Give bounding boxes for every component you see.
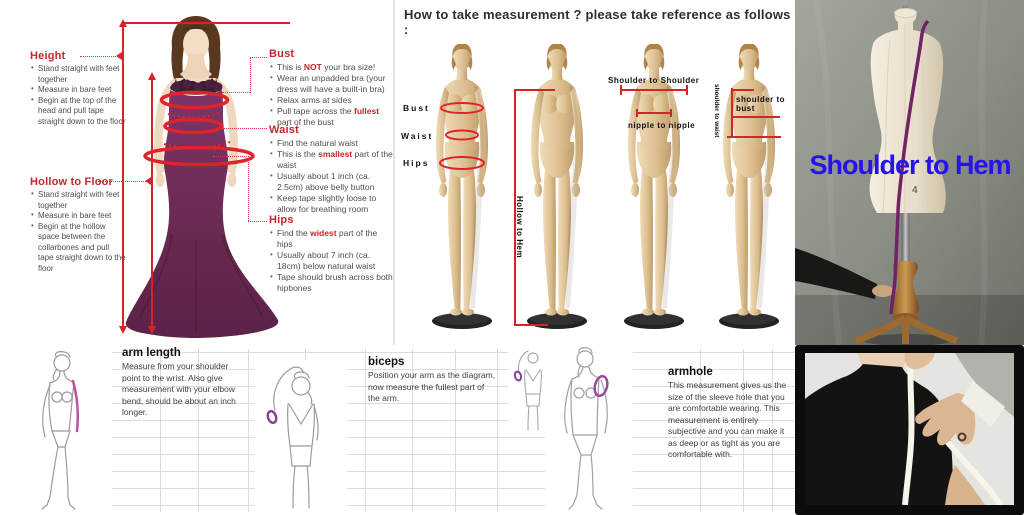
bust-leader-h2 — [250, 57, 267, 58]
shoulder-to-hem-caption: Shoulder to Hem — [809, 150, 1011, 180]
instruction-bullet: • This is the smallest part of the waist — [269, 149, 395, 171]
bust-leader-h1 — [222, 92, 250, 93]
hips-title: Hips — [269, 214, 294, 226]
hollow-to-floor-title: Hollow to Floor — [30, 176, 114, 188]
hips-section — [269, 214, 391, 294]
instruction-bullet: • Find the widest part of the hips — [269, 228, 395, 250]
armhole-measuring-photo — [795, 345, 1024, 515]
instruction-bullet: • Usually about 7 inch (ca. 18cm) below natural waist — [269, 250, 395, 272]
instruction-bullet: • Usually about 1 inch (ca. 2.5cm) above belly button — [269, 171, 395, 193]
instruction-bullet: • Stand straight with feet together — [30, 64, 126, 85]
armhole-sketch — [545, 345, 633, 513]
armhole-photo-scene — [805, 353, 1014, 505]
mannequin-hollow-to-hem — [510, 44, 605, 334]
label-bust: Bust — [403, 103, 430, 113]
hips-leader-h2 — [248, 221, 267, 222]
armhole-title: armhole — [668, 366, 713, 378]
instruction-bullet: • Begin at the top of the head and pull tape straight down to the floor — [30, 96, 126, 128]
biceps-title: biceps — [368, 356, 405, 368]
dress-measure-panel — [0, 0, 393, 345]
instruction-bullet: • Stand straight with feet together — [30, 190, 126, 211]
waist-title: Waist — [269, 124, 299, 136]
height-title: Height — [30, 50, 66, 62]
instruction-bullet: • Relax arms at sides — [269, 95, 395, 106]
height-section — [30, 50, 126, 127]
waist-section — [269, 124, 391, 215]
arm-length-sketch — [12, 347, 112, 513]
instruction-bullet: • Measure in bare feet — [30, 85, 126, 96]
mannequin-shoulder-nipple — [607, 44, 702, 334]
dress-form-photo — [795, 0, 1024, 345]
label-hips: Hips — [403, 158, 430, 168]
label-shoulder-to-bust: shoulder to bust — [736, 95, 786, 113]
biceps-sketch — [255, 360, 347, 512]
instruction-bullet: • Measure in bare feet — [30, 211, 126, 222]
label-hollow-to-hem: Hollow to Hem — [515, 196, 524, 259]
armhole-block — [668, 366, 794, 461]
mannequin-bust-waist-hips — [415, 44, 510, 334]
arm-length-text: Measure from your shoulder point to the wrist. Also give measurement with your elbow bend, should be about an inch longer. — [122, 361, 236, 417]
arm-length-title: arm length — [122, 347, 181, 359]
biceps-block — [368, 356, 498, 405]
hollow-to-floor-bullets — [30, 190, 126, 274]
height-bullets — [30, 64, 126, 127]
biceps-text: Position your arm as the diagram, now measure the fullest part of the arm. — [368, 370, 496, 403]
instruction-bullet: • Keep tape slightly loose to allow for breathing room — [269, 193, 395, 215]
label-nipple-to-nipple: nipple to nipple — [628, 121, 696, 130]
label-shoulder-to-shoulder: Shoulder to Shoulder — [608, 76, 700, 85]
instruction-bullet: • Wear an unpadded bra (your dress will have a built-in bra) — [269, 73, 395, 95]
bust-bullets — [269, 62, 391, 128]
waist-leader-line — [222, 128, 267, 129]
instruction-bullet: • Begin at the hollow space between the collarbones and pull tape straight down to the floor — [30, 222, 126, 275]
arm-length-block — [122, 347, 248, 419]
label-waist: Waist — [401, 131, 434, 141]
instruction-bullet: • Tape should brush across both hipbones — [269, 272, 395, 294]
how-to-measure-panel — [393, 0, 795, 345]
panel-header: How to take measurement ? please take reference as follows : — [404, 7, 791, 37]
extra-measurements-strip — [0, 345, 795, 515]
hips-bullets — [269, 228, 391, 294]
hollow-leader-arrow — [145, 177, 151, 185]
instruction-bullet: • This is NOT your bra size! — [269, 62, 395, 73]
armhole-text: This measurement gives us the size of the sleeve hole that you are comfortable wearing. This measurement is entirely subjective and you can make it as deep or as tight as you are comfortable with. — [668, 380, 787, 459]
hollow-to-floor-section — [30, 176, 126, 274]
hips-leader-v — [248, 156, 249, 221]
instruction-bullet: • Find the natural waist — [269, 138, 395, 149]
bust-title: Bust — [269, 48, 295, 60]
hips-leader-h1 — [213, 156, 249, 157]
instruction-bullet: • Pull tape across the fullest part of the bust — [269, 106, 395, 128]
waist-bullets — [269, 138, 391, 215]
bust-leader-v — [250, 57, 251, 93]
bust-section — [269, 48, 391, 128]
label-shoulder-to-waist: shoulder to waist — [713, 84, 720, 138]
form-size-label: 4 — [912, 185, 918, 196]
